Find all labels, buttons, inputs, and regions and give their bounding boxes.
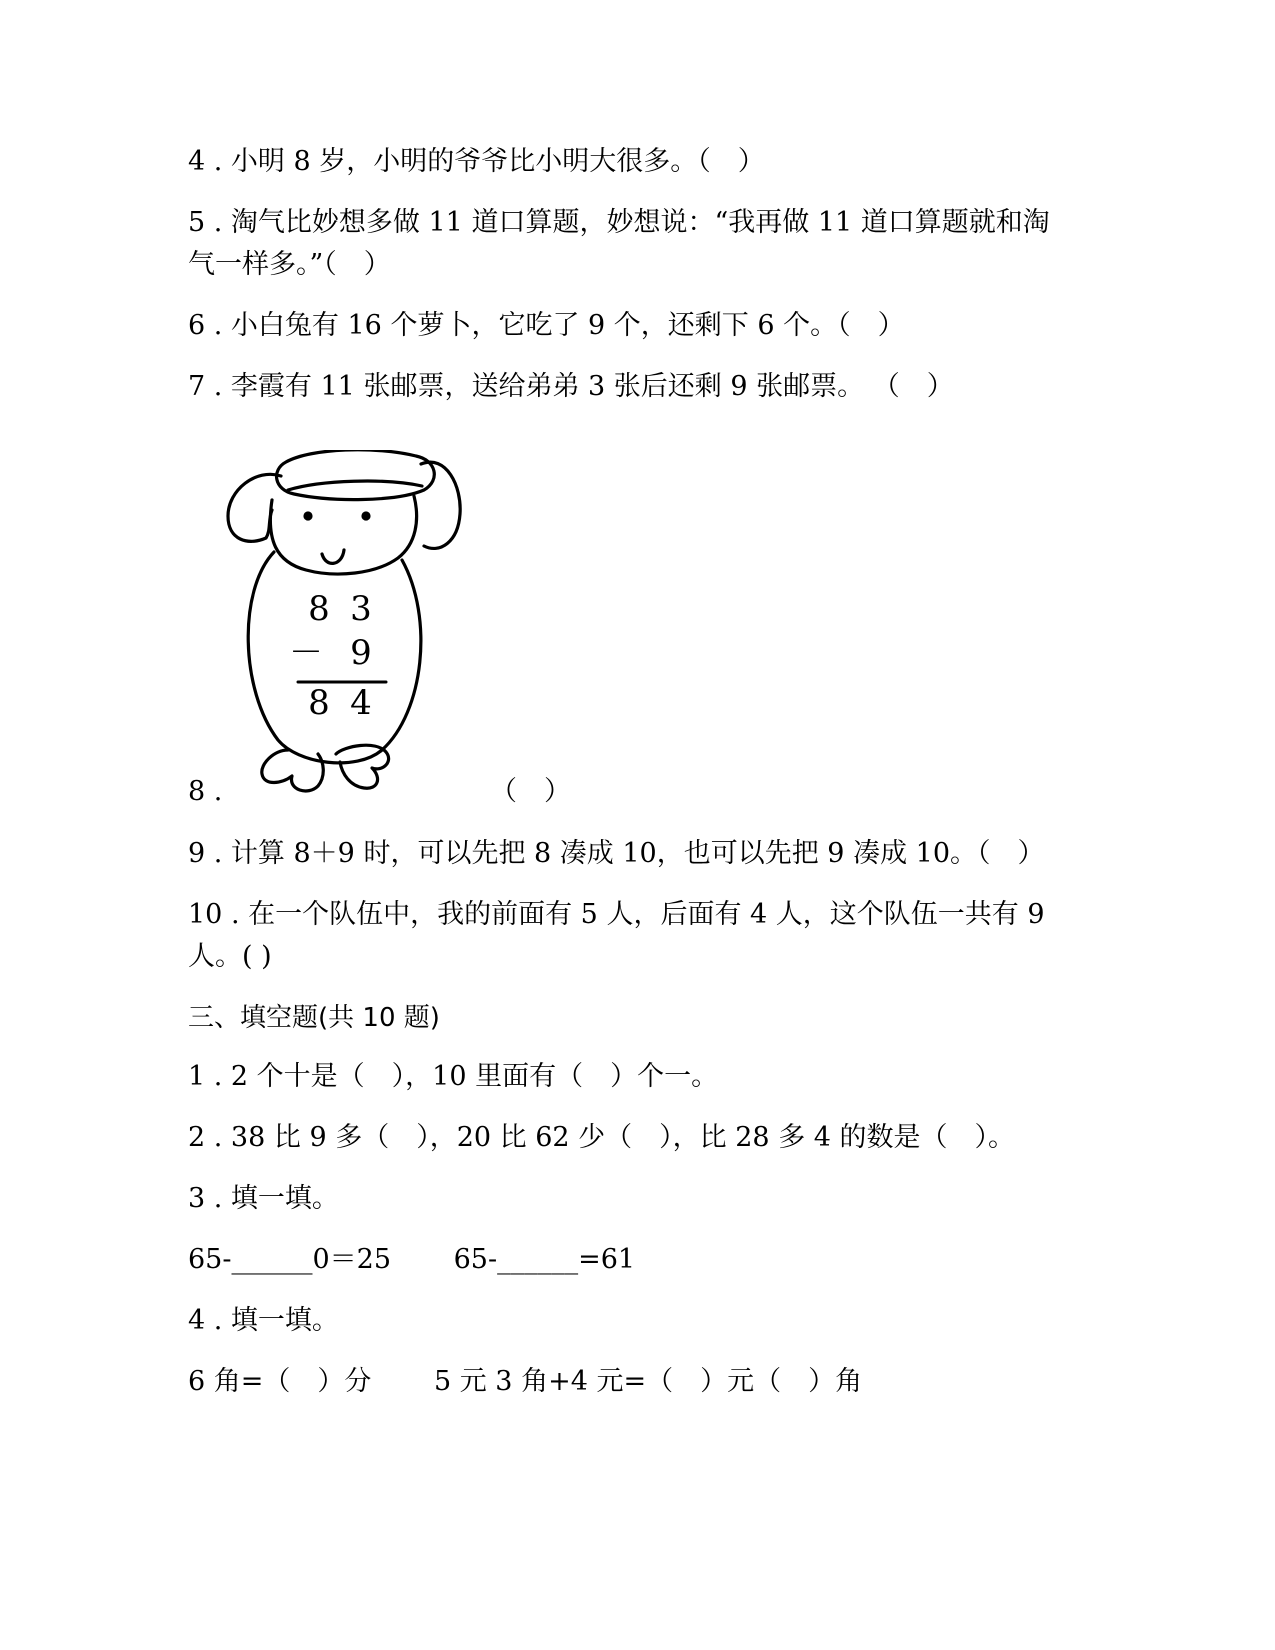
result-ones-digit: 4 <box>350 683 372 723</box>
fill-question-3-title: 3 . 填一填。 <box>188 1183 339 1214</box>
subtrahend-digit: 9 <box>350 633 372 673</box>
judge-question-4: 4 . 小明 8 岁，小明的爷爷比小明大很多。（ ） <box>188 146 765 177</box>
elephant-hat-band <box>288 481 422 490</box>
fill-question-4-title: 4 . 填一填。 <box>188 1305 339 1336</box>
elephant-left-foot <box>262 750 323 791</box>
elephant-left-eye <box>305 513 311 519</box>
fill-question-1: 1 . 2 个十是（ ），10 里面有（ ）个一。 <box>188 1061 719 1092</box>
result-tens-digit: 8 <box>308 683 330 723</box>
judge-question-8-answer-blank: （ ） <box>490 776 571 807</box>
fill-question-3-equations: 65-______0＝25 65-______=61 <box>188 1244 636 1275</box>
elephant-head <box>270 496 416 574</box>
elephant-smile <box>322 550 344 563</box>
judge-question-10-line-1: 10 . 在一个队伍中，我的前面有 5 人，后面有 4 人，这个队伍一共有 9 <box>188 899 1045 930</box>
elephant-left-ear <box>228 474 281 541</box>
elephant-subtraction-figure <box>226 450 482 824</box>
fill-question-4-money-conversion: 6 角=（ ）分 5 元 3 角+4 元=（ ）元（ ）角 <box>188 1366 863 1397</box>
elephant-right-eye <box>363 513 369 519</box>
judge-question-7: 7 . 李霞有 11 张邮票，送给弟弟 3 张后还剩 9 张邮票。 （ ） <box>188 371 954 402</box>
elephant-body <box>248 552 421 763</box>
fill-question-2: 2 . 38 比 9 多（ ），20 比 62 少（ ），比 28 多 4 的数是（ ）。 <box>188 1122 1016 1153</box>
judge-question-6: 6 . 小白兔有 16 个萝卜，它吃了 9 个，还剩下 6 个。（ ） <box>188 310 905 341</box>
judge-question-9: 9 . 计算 8＋9 时，可以先把 8 凑成 10，也可以先把 9 凑成 10。（ ） <box>188 838 1045 869</box>
judge-question-10-line-2: 人。( ) <box>188 941 272 972</box>
minus-sign: － <box>289 633 323 673</box>
minuend-ones-digit: 3 <box>350 589 372 629</box>
elephant-right-ear <box>421 462 460 548</box>
judge-question-8-number: 8 . <box>188 776 223 807</box>
minuend-tens-digit: 8 <box>308 589 330 629</box>
section-3-heading: 三、填空题(共 10 题) <box>188 1003 440 1033</box>
judge-question-5-line-1: 5 . 淘气比妙想多做 11 道口算题，妙想说：“我再做 11 道口算题就和淘 <box>188 207 1050 238</box>
judge-question-5-line-2: 气一样多。”（ ） <box>188 249 391 280</box>
elephant-hat-shape <box>277 450 435 500</box>
